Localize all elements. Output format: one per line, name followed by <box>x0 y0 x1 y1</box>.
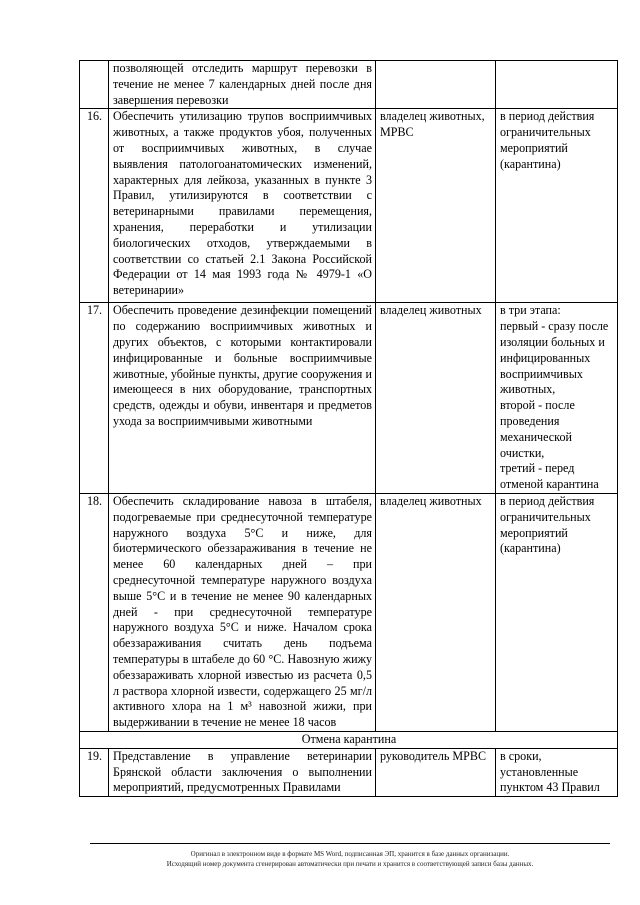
responsible-party: владелец животных <box>376 303 496 494</box>
table-row <box>80 493 618 731</box>
measure-description: Обеспечить утилизацию трупов восприимчивых животных, а также продуктов убоя, полученных от восприимчивых животных, в случае выявления патологоанатомических изменений, характерных для лейкоза, указанных в пункте 3 Правил, утилизируются в соответствии с ветеринарными правилами перемещения, хранения, переработки и утилизации биологических отходов, утверждаемыми в соответствии со статьей 2.1 Закона Российской Федерации от 14 мая 1993 года № 4979-1 «О ветеринарии» <box>109 109 376 303</box>
measures-table <box>79 60 618 797</box>
measure-description: Обеспечить проведение дезинфекции помещений по содержанию восприимчивых животных и других объектов, с которыми контактировали инфицированные и больные восприимчивые животные, убойные пункты, другие сооружения и имеющееся в них оборудование, транспортных средств, одежды и обуви, инвентаря и предметов ухода за восприимчивыми животными <box>109 303 376 494</box>
table-row <box>80 61 618 109</box>
footer-line: Исходящий номер документа сгенерирован автоматически при печати и хранится в соответствующей записи базы данных. <box>166 860 534 868</box>
row-number: 16. <box>80 109 109 303</box>
measure-term <box>496 61 618 109</box>
measure-term: в три этапа: первый - сразу после изоляции больных и инфицированных восприимчивых животных, второй - после проведения механической очистки, третий - перед отменой карантина <box>496 303 618 494</box>
responsible-party <box>376 61 496 109</box>
footer-line: Оригинал в электронном виде в формате MS Word, подписанная ЭП, хранится в базе данных организации. <box>190 850 510 858</box>
table-row <box>80 303 618 494</box>
row-number: 19. <box>80 748 109 796</box>
measure-term: в период действия ограничительных мероприятий (карантина) <box>496 109 618 303</box>
responsible-party: владелец животных, МРВС <box>376 109 496 303</box>
measure-description: позволяющей отследить маршрут перевозки в течение не менее 7 календарных дней после дня завершения перевозки <box>109 61 376 109</box>
row-number: 17. <box>80 303 109 494</box>
measure-term: в период действия ограничительных мероприятий (карантина) <box>496 493 618 731</box>
measure-description: Обеспечить складирование навоза в штабеля, подогреваемые при среднесуточной температуре наружного воздуха 5°С и ниже, для биотермического обеззараживания в течение не менее 60 календарных дней – при среднесуточной температуре наружного воздуха выше 5°С и в течение не менее 90 календарных дней - при среднесуточной температуре наружного воздуха 5°С и ниже. Началом срока обеззараживания считать день подъема температуры в штабеле до 60 °С. Навозную жижу обеззараживать хлорной известью из расчета 0,5 л раствора хлорной извести, содержащего 25 мг/л активного хлора на 1 м³ навозной жижи, при выдерживании в течение не менее 18 часов <box>109 493 376 731</box>
measure-description: Представление в управление ветеринарии Брянской области заключения о выполнении мероприятий, предусмотренных Правилами <box>109 748 376 796</box>
measure-term: в сроки, установленные пунктом 43 Правил <box>496 748 618 796</box>
table-row <box>80 748 618 796</box>
responsible-party: руководитель МРВС <box>376 748 496 796</box>
table-row <box>80 109 618 303</box>
responsible-party: владелец животных <box>376 493 496 731</box>
row-number: 18. <box>80 493 109 731</box>
row-number <box>80 61 109 109</box>
document-footer <box>90 843 610 869</box>
section-title: Отмена карантина <box>80 731 618 748</box>
section-row <box>80 731 618 748</box>
